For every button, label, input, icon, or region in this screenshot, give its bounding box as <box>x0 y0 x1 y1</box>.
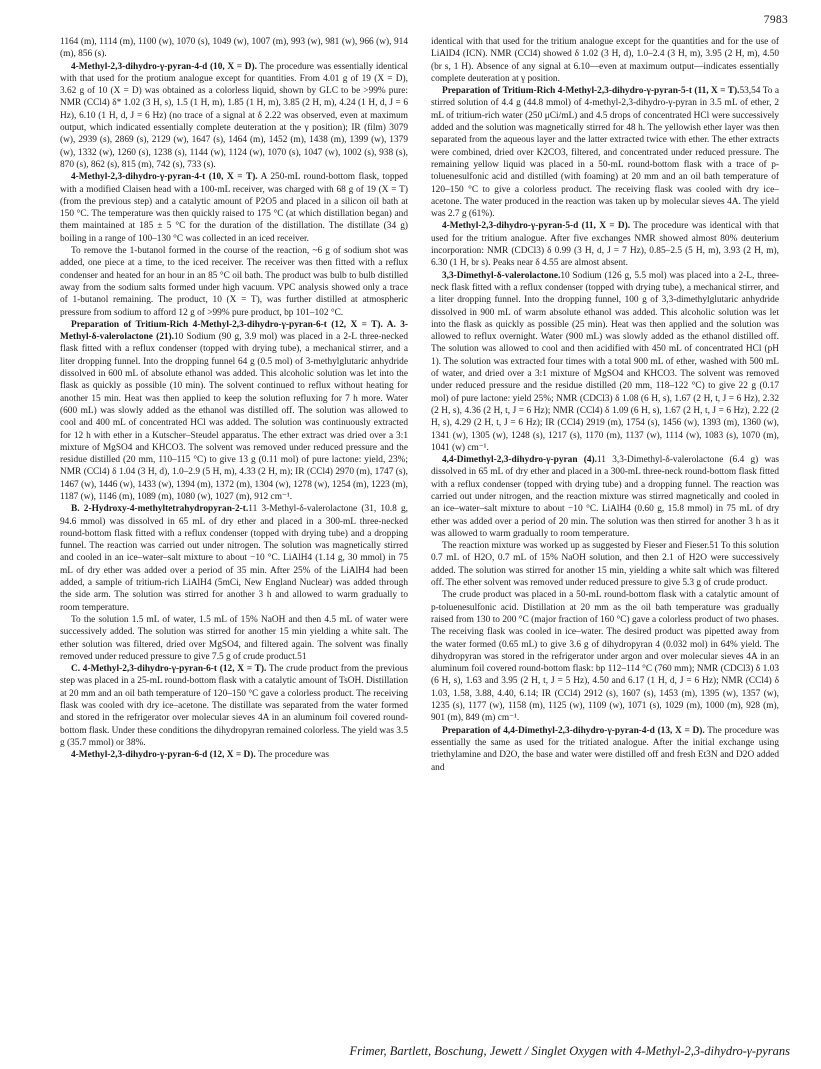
paragraph-text: identical with that used for the tritium analogue except for the quantities and for the use of LiAlD4 (ICN). NMR (CCl4) showed δ 1.02 (3 H, d), 1.0–2.4 (3 H, m), 3.95 (2 H, m), 4.50 (br s, 1 H). Absence of any signal at 6.10—even at maximum output—indicates essentially complete deuteration at γ position. <box>431 37 779 84</box>
paragraph-heading: Preparation of 4,4-Dimethyl-2,3-dihydro-γ-pyran-4-d (13, X = D). <box>442 725 705 736</box>
paragraph-heading: B. 2-Hydroxy-4-methyltetrahydropyran-2-t. <box>71 504 249 515</box>
right-column <box>431 36 779 991</box>
paragraph-text: The procedure was <box>255 750 329 761</box>
paragraph-text: The procedure was essentially the same as used for the tritiated analogue. After the initial exchange using triethylamine and D2O, the base and water were distilled off and fresh Et3N and D2O added and <box>431 725 779 773</box>
paragraph-text: The crude product was placed in a 50-mL round-bottom flask with a catalytic amount of p-toluenesulfonic acid. Distillation at 20 mm as the oil bath temperature was gradually raised from 130 to 200 °C (major fraction of 160 °C) gave a colorless product of two phases. The receiving flask was cooled in ice–water. The desired product was pipetted away from the water formed (0.65 mL) to give 3.6 g of dihydropyran 4 (0.032 mol) in 64% yield. The dihydropyran was stored in the refrigerator under argon and over molecular sieves 4A in an aluminum foil covered round-bottom flask: bp 112–114 °C (760 mm); NMR (CDCl3) δ 1.03 (6 H, s), 1.63 and 3.95 (2 H, t, J = 5 Hz), 4.50 and 6.17 (1 H, d, J = 6 Hz); NMR (CCl4) δ 1.03, 1.58, 3.88, 4.40, 6.14; IR (CCl4) 2912 (s), 1607 (s), 1453 (m), 1395 (w), 1357 (w), 1235 (s), 1177 (w), 1158 (m), 1125 (w), 1109 (w), 1071 (s), 1029 (m), 1000 (m), 928 (m), 901 (m), 849 (m) cm⁻¹. <box>431 590 779 724</box>
left-column <box>60 36 408 991</box>
paragraph-text: 1164 (m), 1114 (m), 1100 (w), 1070 (s), 1049 (w), 1007 (m), 993 (w), 981 (w), 966 (w), 914 (m), 856 (s). <box>60 37 408 60</box>
running-footer: Frimer, Bartlett, Boschung, Jewett / Singlet Oxygen with 4-Methyl-2,3-dihydro-γ-pyrans <box>349 1044 790 1058</box>
paragraph <box>60 663 408 749</box>
paragraph-heading: 4-Methyl-2,3-dihydro-γ-pyran-6-d (12, X = D). <box>71 750 256 761</box>
paragraph <box>431 454 779 540</box>
paragraph <box>60 61 408 172</box>
paragraph-text: 10 Sodium (126 g, 5.5 mol) was placed into a 2-L, three-neck flask fitted with a reflux condenser (topped with drying tube), a mechanical stirrer, and a liter dropping funnel. Into the dropping funnel, 100 g of 3,3-dimethylglutaric anhydride dissolved in 900 mL of warm absolute ethanol was added. This alcoholic solution was let into the flask as quickly as possible (25 min). Heat was then applied and the solution was allowed to reflux overnight. Water (900 mL) was slowly added as the ethanol distilled off. The solution was allowed to cool and then acidified with 450 mL of concentrated HCl (pH 1). The solution was extracted four times with a total 900 mL of ether, washed with 500 mL of water, and dried over a 3:1 mixture of MgSO4 and KHCO3. The solvent was removed under reduced pressure and the residue distilled (20 mm, 118–122 °C) to give 22 g (0.17 mol) of pure lactone: yield 25%; NMR (CDCl3) δ 1.08 (6 H, s), 1.67 (2 H, t, J = 6 Hz), 2.32 (2 H, s), 4.36 (2 H, t, J = 6 Hz); NMR (CCl4) δ 1.09 (6 H, s), 1.67 (2 H, t, J = 6 Hz), 2.22 (2 H, s), 4.29 (2 H, t, J = 6 Hz); IR (CCl4) 2919 (m), 1754 (s), 1456 (w), 1393 (m), 1360 (w), 1341 (w), 1305 (w), 1248 (s), 1217 (s), 1170 (m), 1137 (w), 1114 (w), 1083 (s), 1070 (m), 1041 (w) cm⁻¹. <box>431 270 779 453</box>
paragraph <box>60 503 408 614</box>
paragraph <box>431 270 779 454</box>
paragraph <box>60 245 408 319</box>
paragraph-text: 11 3-Methyl-δ-valerolactone (31, 10.8 g, 94.6 mmol) was dissolved in 65 mL of dry ether and placed in a 300-mL three-necked round-bottom flask fitted with a reflux condenser (topped with drying tube) and a dropping funnel. The reaction was carried out under nitrogen. The solution was magnetically stirred and cooled in an ice–water–salt mixture to about −10 °C. LiAlH4 (1.14 g, 30 mmol) in 75 mL of dry ether was added over a period of 35 min. After 25% of the LiAlH4 had been added, a sample of tritium-rich LiAlH4 (5mCi, New England Nuclear) was added through the side arm. The solution was stirred for another 3 h and allowed to warm gradually to room temperature. <box>60 504 408 613</box>
paragraph <box>431 220 779 269</box>
paragraph-heading: C. 4-Methyl-2,3-dihydro-γ-pyran-6-t (12, X = T). <box>71 664 267 675</box>
body-columns <box>60 36 779 991</box>
paragraph-text: The reaction mixture was worked up as suggested by Fieser and Fieser.51 To this solution 0.7 mL of H2O, 0.7 mL of 15% NaOH solution, and then 2.1 of H2O were successively added. The solution was stirred for another 15 min, yielding a white salt which was filtered off. The ether solvent was removed under reduced pressure to give 5.3 g of crude product. <box>431 541 779 589</box>
paragraph-heading: 4,4-Dimethyl-2,3-dihydro-γ-pyran (4). <box>442 455 597 466</box>
paragraph <box>431 36 779 85</box>
paragraph-heading: 4-Methyl-2,3-dihydro-γ-pyran-5-d (11, X = D). <box>442 221 631 232</box>
paragraph <box>431 85 779 220</box>
paragraph-heading: 3,3-Dimethyl-δ-valerolactone. <box>442 270 561 281</box>
paragraph-heading: 4-Methyl-2,3-dihydro-γ-pyran-4-t (10, X = T). <box>71 172 258 183</box>
paragraph <box>60 614 408 663</box>
paragraph-text: The procedure was identical with that used for the tritium analogue. After five exchanges NMR showed almost 80% deuterium incorporation: NMR (CDCl3) δ 0.99 (3 H, d, J = 7 Hz), 0.85–2.5 (5 H, m), 3.93 (2 H, m), 6.30 (1 H, br s). Peaks near δ 4.55 are almost absent. <box>431 221 779 269</box>
paragraph-text: 10 Sodium (90 g, 3.9 mol) was placed in a 2-L three-necked flask fitted with a reflux condenser (topped with drying tube), a mechanical stirrer, and a liter dropping funnel. Into the dropping funnel 64 g (0.5 mol) of 3-methylglutaric anhydride dissolved in 600 mL of absolute ethanol was added. This alcoholic solution was let into the flask as quickly as possible (10 min). The solvent continued to reflux without heating for another 15 min. Heat was then applied to keep the solution refluxing for 7 h more. Water (600 mL) was slowly added as the ethanol was distilled off. The solution was allowed to cool and 400 mL of concentrated HCl was added. The solution was continuously extracted for 12 h with ether in a Kutscher–Steudel apparatus. The ether extract was dried over a 3:1 mixture of MgSO4 and KHCO3. The solvent was removed under reduced pressure and the residue distilled (20 mm, 110–115 °C) to give 13 g (0.11 mol) of pure lactone: yield, 23%; NMR (CCl4) δ 1.04 (3 H, d), 1.0–2.9 (5 H, m), 4.33 (2 H, m); IR (CCl4) 2970 (m), 1747 (s), 1467 (w), 1446 (w), 1433 (w), 1394 (m), 1372 (m), 1304 (w), 1278 (w), 1254 (m), 1223 (m), 1187 (w), 1146 (m), 1089 (m), 1080 (w), 1027 (m), 912 cm⁻¹. <box>60 332 408 502</box>
paragraph-heading: 4-Methyl-2,3-dihydro-γ-pyran-4-d (10, X = D). <box>71 61 257 72</box>
paragraph-text: 11 3,3-Dimethyl-δ-valerolactone (6.4 g) was dissolved in 65 mL of dry ether and placed in a 300-mL three-neck round-bottom flask fitted with a reflux condenser (topped with drying tube) and a dropping funnel. The reaction was carried out under nitrogen, and the reaction mixture was stirred magnetically and cooled in an ice–water–salt mixture to about −10 °C. LiAlH4 (0.60 g, 15.8 mmol) in 75 mL of dry ether was added over a period of 20 min. The solution was then stirred for another 3 h as it was allowed to warm gradually to room temperature. <box>431 455 779 539</box>
paragraph-text: A 250-mL round-bottom flask, topped with a modified Claisen head with a 100-mL receiver, was charged with 68 g of 19 (X = T) (from the previous step) and a catalytic amount of P2O5 and placed in a silicon oil bath at 150 °C. The temperature was then quickly raised to 175 °C (at which distillation began) and them maintained at 185 ± 5 °C for the duration of the distillation. The distillate (34 g) boiling in a range of 100–130 °C was collected in an iced receiver. <box>60 172 408 244</box>
paragraph-text: The crude product from the previous step was placed in a 25-mL round-bottom flask with a catalytic amount of TsOH. Distillation at 20 mm and an oil bath temperature of 120–150 °C gave a colorless product. The receiving flask was cooled with dry ice–acetone. The distillate was separated from the water formed and stored in the refrigerator over molecular sieves 4A in an aluminum foil covered round-bottom flask. Under these conditions the dihydropyran remained colorless. The yield was 3.5 g (35.7 mmol) or 38%. <box>60 664 408 748</box>
paragraph-text: To remove the 1-butanol formed in the course of the reaction, ~6 g of sodium shot was added, one piece at a time, to the iced receiver. The receiver was then fitted with a reflux condenser and heated for an hour in an 85 °C oil bath. The product was bulb to bulb distilled away from the sodium salts formed under high vacuum. VPC analysis showed only a trace of 1-butanol remaining. The product, 10 (X = T), was further distilled at atmospheric pressure from sodium to afford 12 g of >99% pure product, bp 101–102 °C. <box>60 246 408 318</box>
paragraph <box>60 171 408 245</box>
paragraph <box>60 319 408 503</box>
paragraph <box>431 540 779 589</box>
paragraph-text: 53,54 To a stirred solution of 4.4 g (44.8 mmol) of 4-methyl-2,3-dihydro-γ-pyran in 3.5 mL of ether, 2 mL of tritium-rich water (250 μCi/mL) and 4.5 drops of concentrated HCl were successively added and the solution was magnetically stirred for 48 h. The yellowish ether layer was then separated from the aqueous layer and the latter extracted twice with ether. The ether extracts were combined, dried over K2CO3, filtered, and concentrated under reduced pressure. The remaining yellow liquid was placed in a 50-mL round-bottom flask with a trace of p-toluenesulfonic acid and distilled (with foaming) at 20 mm and an oil bath temperature of 120–150 °C to give a colorless product. The receiving flask was cooled with dry ice–acetone. The water produced in the reaction was taken up by molecular sieves 4A. The yield was 2.7 g (61%). <box>431 86 779 220</box>
paragraph-text: The procedure was essentially identical with that used for the protium analogue except for quantities. From 4.01 g of 19 (X = D), 3.62 g of 10 (X = D) was obtained as a colorless liquid, shown by GLC to be >99% pure: NMR (CCl4) δ* 1.02 (3 H, s), 1.5 (1 H, m), 1.85 (1 H, m), 3.85 (2 H, m), 4.24 (1 H, d, J = 6 Hz), 6.10 (1 H, d, J = 6 Hz) (no trace of a signal at δ 2.22 was observed, even at maximum output, which indicated essentially complete deuteration at the γ position); IR (film) 3079 (w), 2939 (s), 2869 (s), 2129 (w), 1647 (s), 1464 (m), 1452 (m), 1438 (m), 1399 (w), 1379 (w), 1332 (w), 1260 (s), 1238 (s), 1144 (w), 1124 (w), 1070 (s), 1047 (w), 1002 (s), 938 (s), 870 (s), 862 (s), 815 (m), 742 (s), 733 (s). <box>60 61 408 170</box>
paragraph-heading: Preparation of Tritium-Rich 4-Methyl-2,3-dihydro-γ-pyran-5-t (11, X = T). <box>442 86 740 97</box>
paragraph-text: To the solution 1.5 mL of water, 1.5 mL of 15% NaOH and then 4.5 mL of water were successively added. The solution was stirred for another 15 min yielding a white salt. The ether solution was filtered, dried over MgSO4, and filtered again. The solvent was finally removed under reduced pressure to give 7.5 g of crude product.51 <box>60 614 408 662</box>
paragraph <box>431 589 779 724</box>
paragraph <box>431 725 779 774</box>
paragraph <box>60 36 408 61</box>
page-number: 7983 <box>763 14 788 26</box>
paragraph <box>60 749 408 761</box>
paragraph-heading: Preparation of Tritium-Rich 4-Methyl-2,3-dihydro-γ-pyran-6-t (12, X = T). A. 3-Methyl-δ-valerolactone (21). <box>60 319 408 343</box>
